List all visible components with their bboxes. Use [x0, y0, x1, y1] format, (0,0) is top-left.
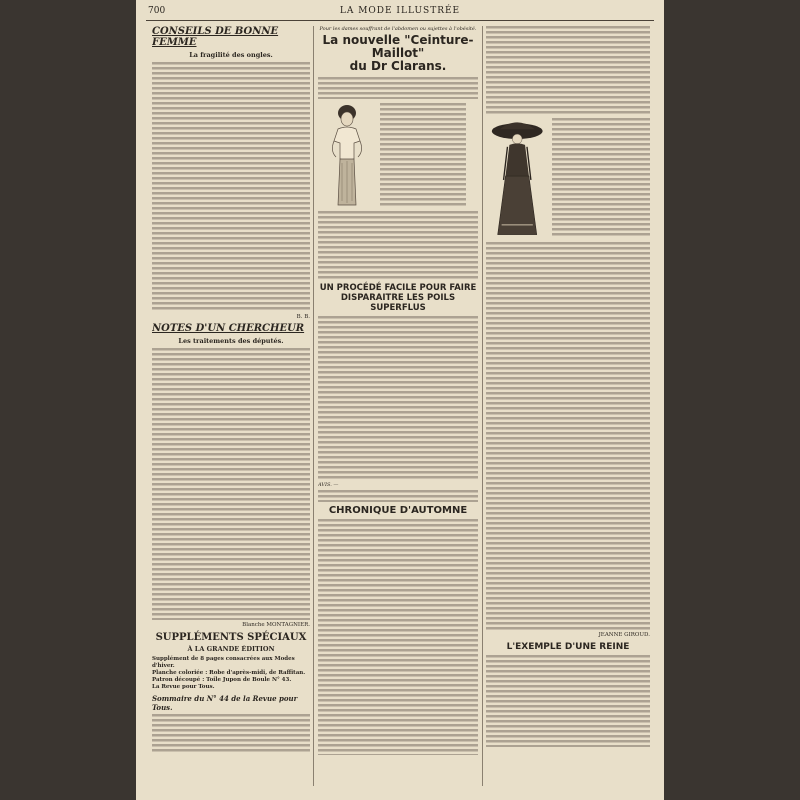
- chronique-heading: CHRONIQUE D'AUTOMNE: [328, 505, 468, 516]
- notes-signature: Blanche MONTAGNIER.: [242, 622, 310, 628]
- notes-heading: NOTES D'UN CHERCHEUR: [152, 323, 305, 334]
- supplement-line: Patron découpé : Toile Jupon de Boule N° 43.: [152, 677, 292, 683]
- sommaire-body: [152, 714, 310, 752]
- column-divider: [313, 26, 314, 786]
- boutiques-body: [486, 242, 650, 630]
- procede-body: [318, 316, 478, 480]
- page-number: 700: [148, 6, 166, 16]
- chronique-continued-body: [486, 26, 650, 114]
- header-rule: [146, 20, 654, 21]
- ad-title-line-2: du Dr Clarans.: [349, 59, 447, 73]
- supplement-line: Planche coloriée : Robe d'après-midi, de Raffitan.: [152, 670, 306, 676]
- supplement-line: Supplément de 8 pages consacrées aux Modes d'hiver.: [152, 656, 295, 669]
- avis-body: [318, 490, 478, 502]
- ad-figure-row: [318, 101, 478, 209]
- notes-body: [152, 348, 310, 620]
- conseils-body: [152, 62, 310, 312]
- reine-heading: L'EXEMPLE D'UNE REINE: [506, 642, 630, 652]
- notes-subheading: Les traitements des députés.: [178, 337, 284, 345]
- ad-note: Pour les dames souffrant de l'abdomen ou sujettes à l'obésité.: [319, 26, 477, 32]
- ad-side-body: [380, 103, 466, 207]
- fashion-side-body: [552, 118, 650, 238]
- magazine-page: [136, 0, 664, 800]
- avis-label: AVIS. —: [318, 482, 339, 488]
- ad-body: [318, 211, 478, 279]
- conseils-subheading: La fragilité des ongles.: [189, 51, 273, 59]
- ad-title: [318, 34, 478, 73]
- fashion-figure-row: [486, 116, 650, 240]
- reine-body: [486, 655, 650, 747]
- corset-woman-illustration: [318, 101, 376, 209]
- supplements-title: SUPPLÉMENTS SPÉCIAUX: [155, 632, 307, 643]
- fashion-woman-illustration: [486, 116, 548, 240]
- conseils-heading: CONSEILS DE BONNE FEMME: [152, 26, 279, 48]
- column-divider: [482, 26, 483, 786]
- chronique-body: [318, 519, 478, 755]
- supplements-edition: À LA GRANDE ÉDITION: [187, 645, 275, 653]
- conseils-signature: B. B.: [296, 314, 310, 320]
- chronique-signature: JEANNE GIROUD.: [598, 632, 650, 638]
- page-header: [146, 6, 654, 18]
- ad-title-line-1: La nouvelle "Ceinture-Maillot": [322, 33, 474, 60]
- supplement-line: La Revue pour Tous.: [152, 684, 215, 690]
- column-left: [152, 24, 310, 790]
- magazine-title: LA MODE ILLUSTRÉE: [339, 6, 461, 16]
- sommaire-heading: Sommaire du N° 44 de la Revue pour Tous.: [152, 694, 298, 712]
- column-right: [486, 24, 650, 790]
- procede-heading: UN PROCÉDÉ FACILE POUR FAIRE DISPARAITRE LES POILS SUPERFLUS: [319, 283, 477, 313]
- ad-intro-body: [318, 77, 478, 99]
- column-middle: [318, 24, 478, 790]
